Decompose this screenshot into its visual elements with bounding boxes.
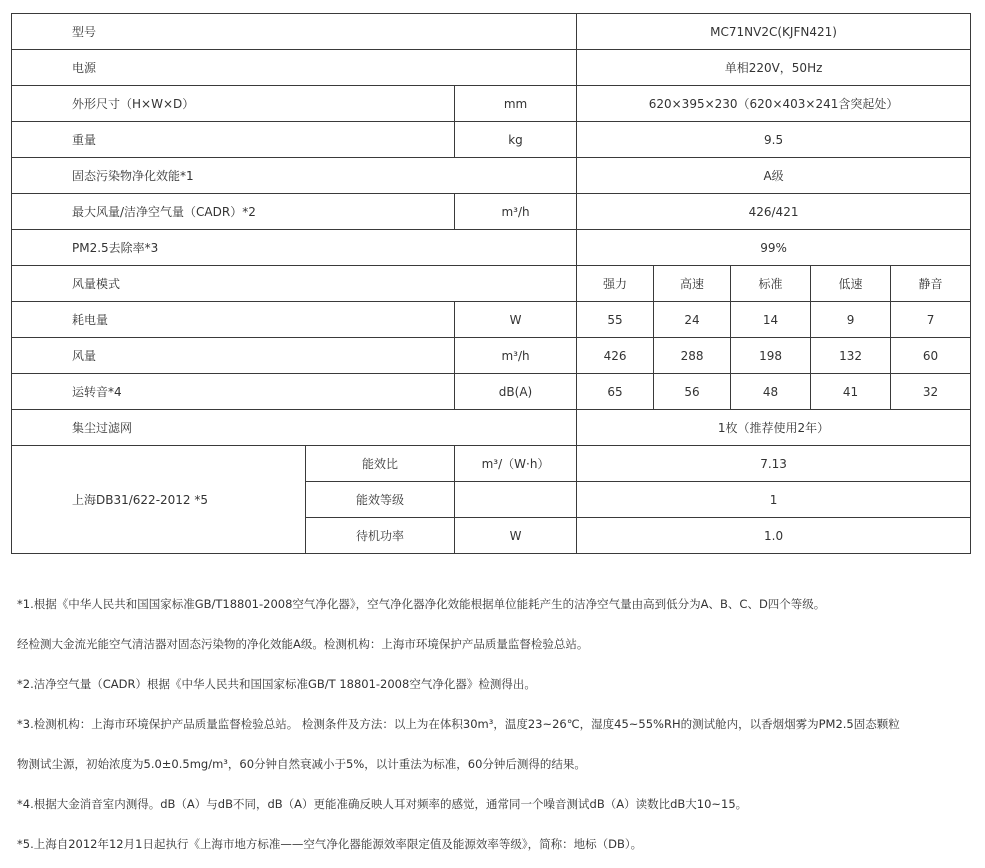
noise-label: 运转音*4: [12, 374, 455, 410]
table-row: [12, 410, 971, 446]
noise-cell: 65: [577, 374, 654, 410]
footnote-5: *5.上海自2012年12月1日起执行《上海市地方标准——空气净化器能源效率限定值及能源效率等级》，简称：地标（DB）。: [17, 837, 643, 851]
airflow-cell: 60: [891, 338, 971, 374]
table-row: [12, 194, 971, 230]
footnote-1-detail: 经检测大金流光能空气清洁器对固态污染物的净化效能A级。检测机构：上海市环境保护产品质量监督检验总站。: [17, 637, 589, 651]
standby-label: 待机功率: [306, 518, 455, 554]
model-value: MC71NV2C(KJFN421): [577, 14, 971, 50]
consumption-unit: W: [455, 302, 577, 338]
noise-cell: 41: [811, 374, 891, 410]
solid-value: A级: [577, 158, 971, 194]
mode-cell: 标准: [731, 266, 811, 302]
airflow-label: 风量: [12, 338, 455, 374]
power-label: 电源: [12, 50, 577, 86]
table-row: [12, 230, 971, 266]
noise-cell: 32: [891, 374, 971, 410]
consumption-cell: 9: [811, 302, 891, 338]
weight-unit: kg: [455, 122, 577, 158]
footnote-2: *2.洁净空气量（CADR）根据《中华人民共和国国家标准GB/T 18801-2008空气净化器》检测得出。: [17, 677, 536, 691]
eff-label: 能效比: [306, 446, 455, 482]
airflow-cell: 288: [654, 338, 731, 374]
table-row: [12, 86, 971, 122]
cadr-value: 426/421: [577, 194, 971, 230]
shanghai-label: 上海DB31/622-2012 *5: [12, 446, 306, 554]
model-label: 型号: [12, 14, 577, 50]
noise-cell: 48: [731, 374, 811, 410]
mode-cell: 静音: [891, 266, 971, 302]
table-row: [12, 50, 971, 86]
table-row: [12, 14, 971, 50]
size-label: 外形尺寸（H×W×D）: [12, 86, 455, 122]
size-value: 620×395×230（620×403×241含突起处）: [577, 86, 971, 122]
grade-unit: [455, 482, 577, 518]
consumption-cell: 55: [577, 302, 654, 338]
consumption-label: 耗电量: [12, 302, 455, 338]
cadr-unit: m³/h: [455, 194, 577, 230]
airflow-unit: m³/h: [455, 338, 577, 374]
size-unit: mm: [455, 86, 577, 122]
table-row: [12, 122, 971, 158]
table-row: [12, 338, 971, 374]
table-row: [12, 266, 971, 302]
mode-cell: 高速: [654, 266, 731, 302]
footnote-3-continued: 物测试尘源，初始浓度为5.0±0.5mg/m³，60分钟自然衰减小于5%，以计重法为标准，60分钟后测得的结果。: [17, 757, 586, 771]
cadr-label: 最大风量/洁净空气量（CADR）*2: [12, 194, 455, 230]
standby-value: 1.0: [577, 518, 971, 554]
footnote-1: *1.根据《中华人民共和国国家标准GB/T18801-2008空气净化器》，空气净化器净化效能根据单位能耗产生的洁净空气量由高到低分为A、B、C、D四个等级。: [17, 597, 826, 611]
mode-cell: 低速: [811, 266, 891, 302]
power-value: 单相220V，50Hz: [577, 50, 971, 86]
grade-label: 能效等级: [306, 482, 455, 518]
mode-cell: 强力: [577, 266, 654, 302]
consumption-cell: 7: [891, 302, 971, 338]
consumption-cell: 14: [731, 302, 811, 338]
pm-label: PM2.5去除率*3: [12, 230, 577, 266]
eff-value: 7.13: [577, 446, 971, 482]
standby-unit: W: [455, 518, 577, 554]
noise-unit: dB(A): [455, 374, 577, 410]
table-row: [12, 446, 971, 482]
footnote-4: *4.根据大金消音室内测得。dB（A）与dB不同，dB（A）更能准确反映人耳对频率的感觉，通常同一个噪音测试dB（A）读数比dB大10~15。: [17, 797, 748, 811]
table-row: [12, 374, 971, 410]
pm-value: 99%: [577, 230, 971, 266]
solid-label: 固态污染物净化效能*1: [12, 158, 577, 194]
filter-value: 1枚（推荐使用2年）: [577, 410, 971, 446]
noise-cell: 56: [654, 374, 731, 410]
filter-label: 集尘过滤网: [12, 410, 577, 446]
airflow-cell: 132: [811, 338, 891, 374]
weight-value: 9.5: [577, 122, 971, 158]
footnote-3: *3.检测机构：上海市环境保护产品质量监督检验总站。 检测条件及方法：以上为在体积30m³，温度23~26℃，湿度45~55%RH的测试舱内，以香烟烟雾为PM2.5固态颗粒: [17, 717, 900, 731]
mode-label: 风量模式: [12, 266, 577, 302]
table-row: [12, 158, 971, 194]
airflow-cell: 426: [577, 338, 654, 374]
grade-value: 1: [577, 482, 971, 518]
table-row: [12, 302, 971, 338]
footnotes: [17, 588, 977, 868]
consumption-cell: 24: [654, 302, 731, 338]
eff-unit: m³/（W·h）: [455, 446, 577, 482]
weight-label: 重量: [12, 122, 455, 158]
airflow-cell: 198: [731, 338, 811, 374]
spec-table: [11, 13, 971, 554]
